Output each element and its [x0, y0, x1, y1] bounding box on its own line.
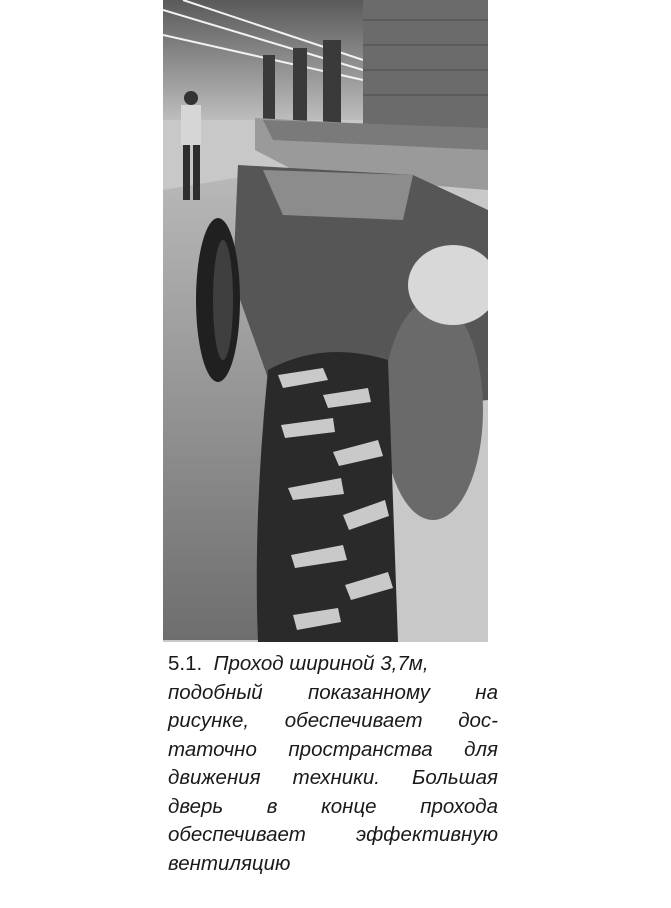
caption-line-2: подобный показанному на: [168, 680, 498, 704]
caption-line-1: 5.1. Проход шириной 3,7м,: [168, 652, 429, 675]
caption-line-4: таточно пространства для: [168, 737, 498, 761]
caption-line-3: рисунке, обеспечивает дос-: [168, 709, 498, 732]
figure-photo: [163, 0, 488, 642]
caption-line-7: обеспечивает эффективную: [168, 823, 498, 846]
figure-caption: [168, 650, 498, 878]
caption-line-6: дверь в конце прохода: [168, 794, 498, 818]
figure-number: 5.1.: [168, 652, 203, 675]
tractor-in-aisle-photo: [163, 0, 488, 642]
caption-line-5: движения техники. Большая: [168, 766, 498, 789]
caption-line-8: вентиляцию: [168, 851, 291, 875]
